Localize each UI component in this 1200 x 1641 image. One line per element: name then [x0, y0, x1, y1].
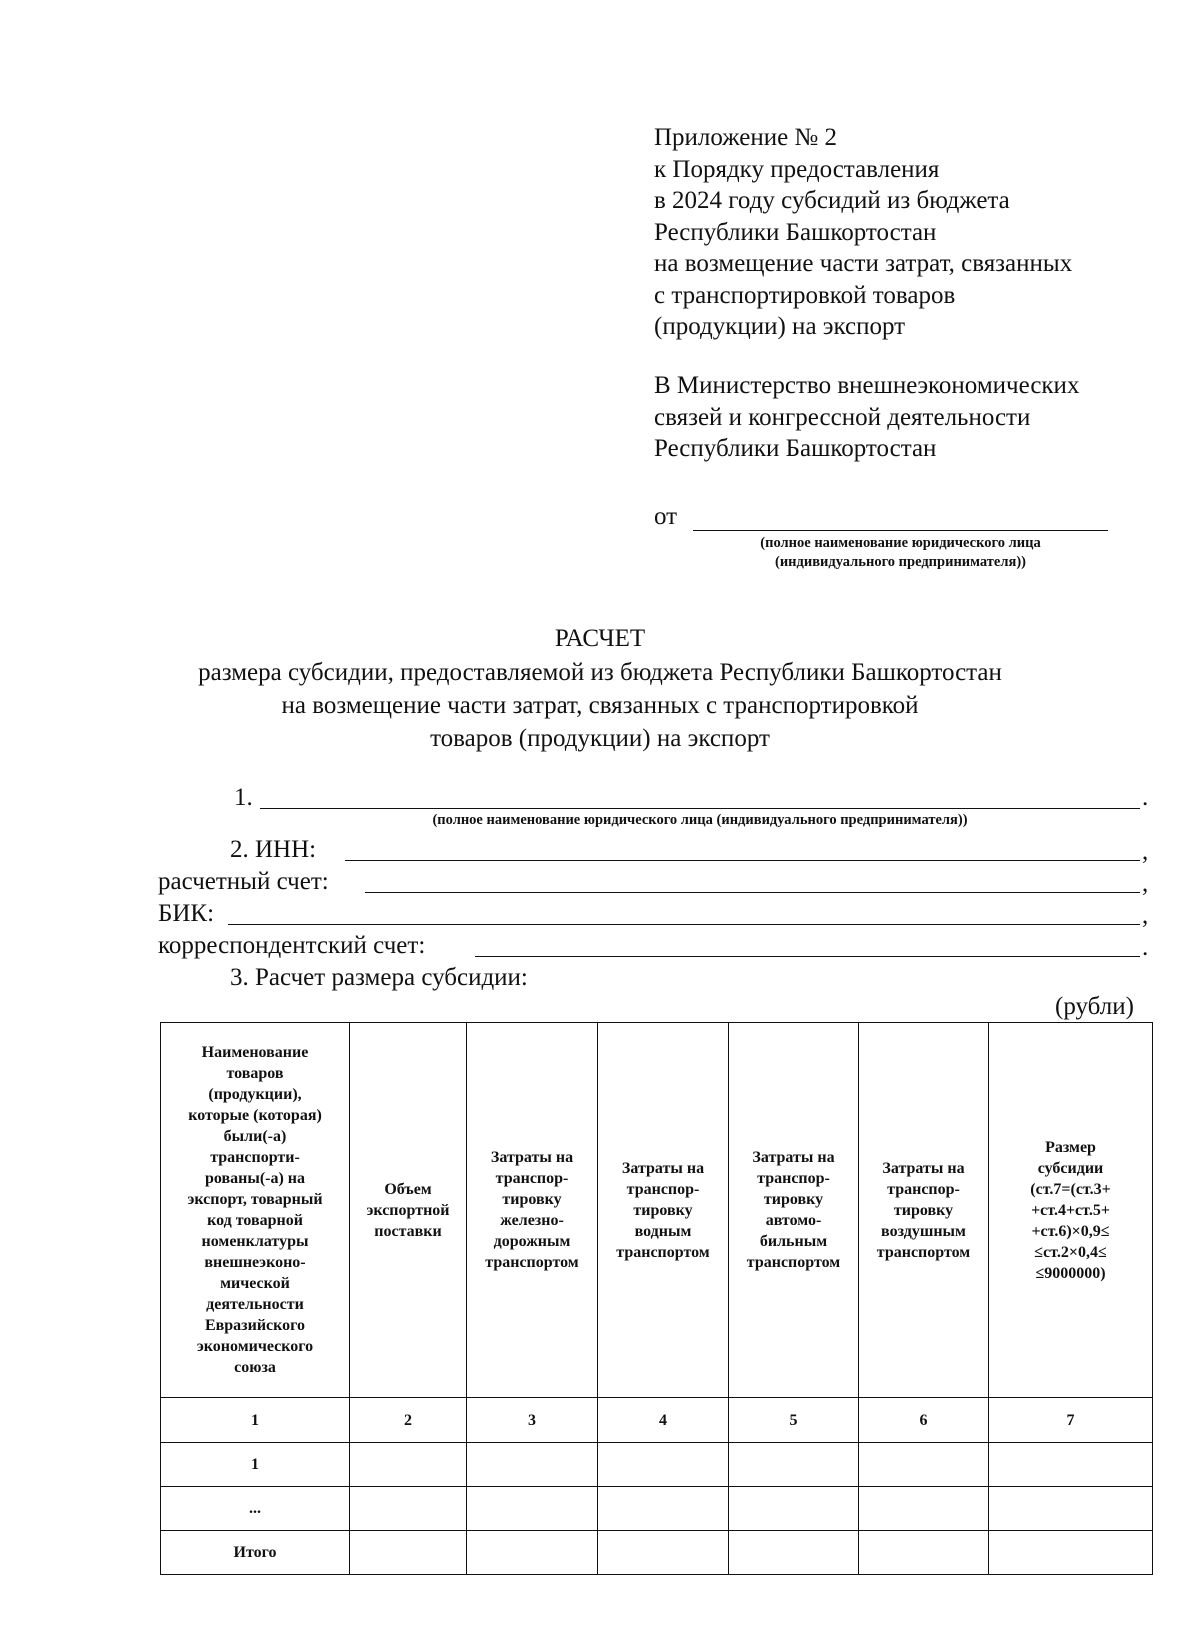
- item1-input-line[interactable]: [260, 808, 1140, 809]
- table-cell[interactable]: [350, 1487, 467, 1531]
- appendix-line: на возмещение части затрат, связанных: [654, 250, 1073, 277]
- row-label: 1: [161, 1443, 350, 1487]
- table-cell[interactable]: [859, 1487, 989, 1531]
- header-rail-costs: Затраты на транспор- тировку железно- дорожным транспортом: [467, 1023, 598, 1398]
- title-line: на возмещение части затрат, связанных с транспортировкой: [281, 692, 919, 719]
- table-row-total: [161, 1531, 1153, 1575]
- table-row: [161, 1443, 1153, 1487]
- title-line: товаров (продукции) на экспорт: [430, 725, 770, 752]
- row-label-total: Итого: [161, 1531, 350, 1575]
- subsidy-calculation-table: [160, 1022, 1153, 1575]
- table-cell[interactable]: [729, 1443, 859, 1487]
- column-number: 5: [729, 1398, 859, 1443]
- header-road-costs: Затраты на транспор- тировку автомо- бильным транспортом: [729, 1023, 859, 1398]
- inn-input-line[interactable]: [345, 860, 1140, 861]
- bik-input-line[interactable]: [228, 924, 1140, 925]
- addressee-line: В Министерство внешнеэкономических: [654, 372, 1080, 399]
- table-row: [161, 1487, 1153, 1531]
- table-cell[interactable]: [467, 1487, 598, 1531]
- table-cell[interactable]: [989, 1443, 1153, 1487]
- table-cell[interactable]: [467, 1443, 598, 1487]
- inn-label: 2. ИНН:: [230, 836, 317, 863]
- header-water-costs: Затраты на транспор- тировку водным транспортом: [598, 1023, 729, 1398]
- table-cell[interactable]: [989, 1487, 1153, 1531]
- from-caption: [693, 534, 1108, 572]
- column-number: 6: [859, 1398, 989, 1443]
- account-comma: ,: [1142, 870, 1149, 897]
- addressee-block: [654, 370, 1079, 465]
- table-cell[interactable]: [859, 1531, 989, 1575]
- corr-account-input-line[interactable]: [475, 956, 1140, 957]
- addressee-line: Республики Башкортостан: [654, 435, 937, 462]
- table-header-row: [161, 1023, 1153, 1398]
- item1-caption: (полное наименование юридического лица (индивидуального предпринимателя)): [432, 812, 968, 828]
- appendix-line: в 2024 году субсидий из бюджета: [654, 187, 1010, 214]
- appendix-line: Приложение № 2: [654, 124, 838, 151]
- table-cell[interactable]: [729, 1487, 859, 1531]
- table-cell[interactable]: [729, 1531, 859, 1575]
- addressee-line: связей и конгрессной деятельности: [654, 403, 1031, 431]
- from-caption-line2: (индивидуального предпринимателя)): [774, 554, 1027, 570]
- inn-comma: ,: [1142, 838, 1149, 865]
- corr-account-label: корреспондентский счет:: [158, 932, 426, 959]
- table-cell[interactable]: [350, 1531, 467, 1575]
- header-goods-name: Наименование товаров (продукции), которые (которая) были(-а) транспорти- рованы(-а) на экспорт, товарный код товарной номенклатуры внешнеэконо- мической деятельности Евразийского экономического союза: [161, 1023, 350, 1398]
- table-cell[interactable]: [598, 1531, 729, 1575]
- appendix-line: Республики Башкортостан: [654, 218, 937, 246]
- appendix-line: к Порядку предоставления: [654, 155, 940, 183]
- item1-label: 1.: [234, 784, 253, 811]
- corr-account-period: .: [1142, 934, 1149, 961]
- from-caption-line1: (полное наименование юридического лица: [760, 535, 1041, 551]
- table-cell[interactable]: [989, 1531, 1153, 1575]
- column-number: 1: [161, 1398, 350, 1443]
- bik-label: БИК:: [158, 900, 215, 927]
- title-line: размера субсидии, предоставляемой из бюджета Республики Башкортостан: [198, 659, 1002, 686]
- from-input-line[interactable]: [693, 530, 1108, 531]
- table-cell[interactable]: [859, 1443, 989, 1487]
- table-cell[interactable]: [467, 1531, 598, 1575]
- appendix-line: (продукции) на экспорт: [654, 313, 906, 340]
- table-cell[interactable]: [598, 1443, 729, 1487]
- row-label: ...: [161, 1487, 350, 1531]
- header-air-costs: Затраты на транспор- тировку воздушным транспортом: [859, 1023, 989, 1398]
- column-number: 4: [598, 1398, 729, 1443]
- item3-label: 3. Расчет размера субсидии:: [230, 964, 528, 991]
- header-subsidy-amount: Размер субсидии (ст.7=(ст.3+ +ст.4+ст.5+ +ст.6)×0,9≤ ≤ст.2×0,4≤ ≤9000000): [989, 1023, 1153, 1398]
- appendix-header: [654, 122, 1072, 343]
- bik-comma: ,: [1142, 902, 1149, 929]
- column-number: 3: [467, 1398, 598, 1443]
- item1-period: .: [1142, 784, 1149, 811]
- account-input-line[interactable]: [365, 892, 1140, 893]
- from-label: от: [654, 503, 678, 530]
- column-number: 2: [350, 1398, 467, 1443]
- column-number-row: [161, 1398, 1153, 1443]
- column-number: 7: [989, 1398, 1153, 1443]
- table-cell[interactable]: [350, 1443, 467, 1487]
- account-label: расчетный счет:: [158, 868, 329, 895]
- document-title: РАСЧЕТ: [554, 625, 646, 652]
- units-label: (рубли): [1055, 993, 1134, 1020]
- header-export-volume: Объем экспортной поставки: [350, 1023, 467, 1398]
- appendix-line: с транспортировкой товаров: [654, 281, 956, 309]
- table-cell[interactable]: [598, 1487, 729, 1531]
